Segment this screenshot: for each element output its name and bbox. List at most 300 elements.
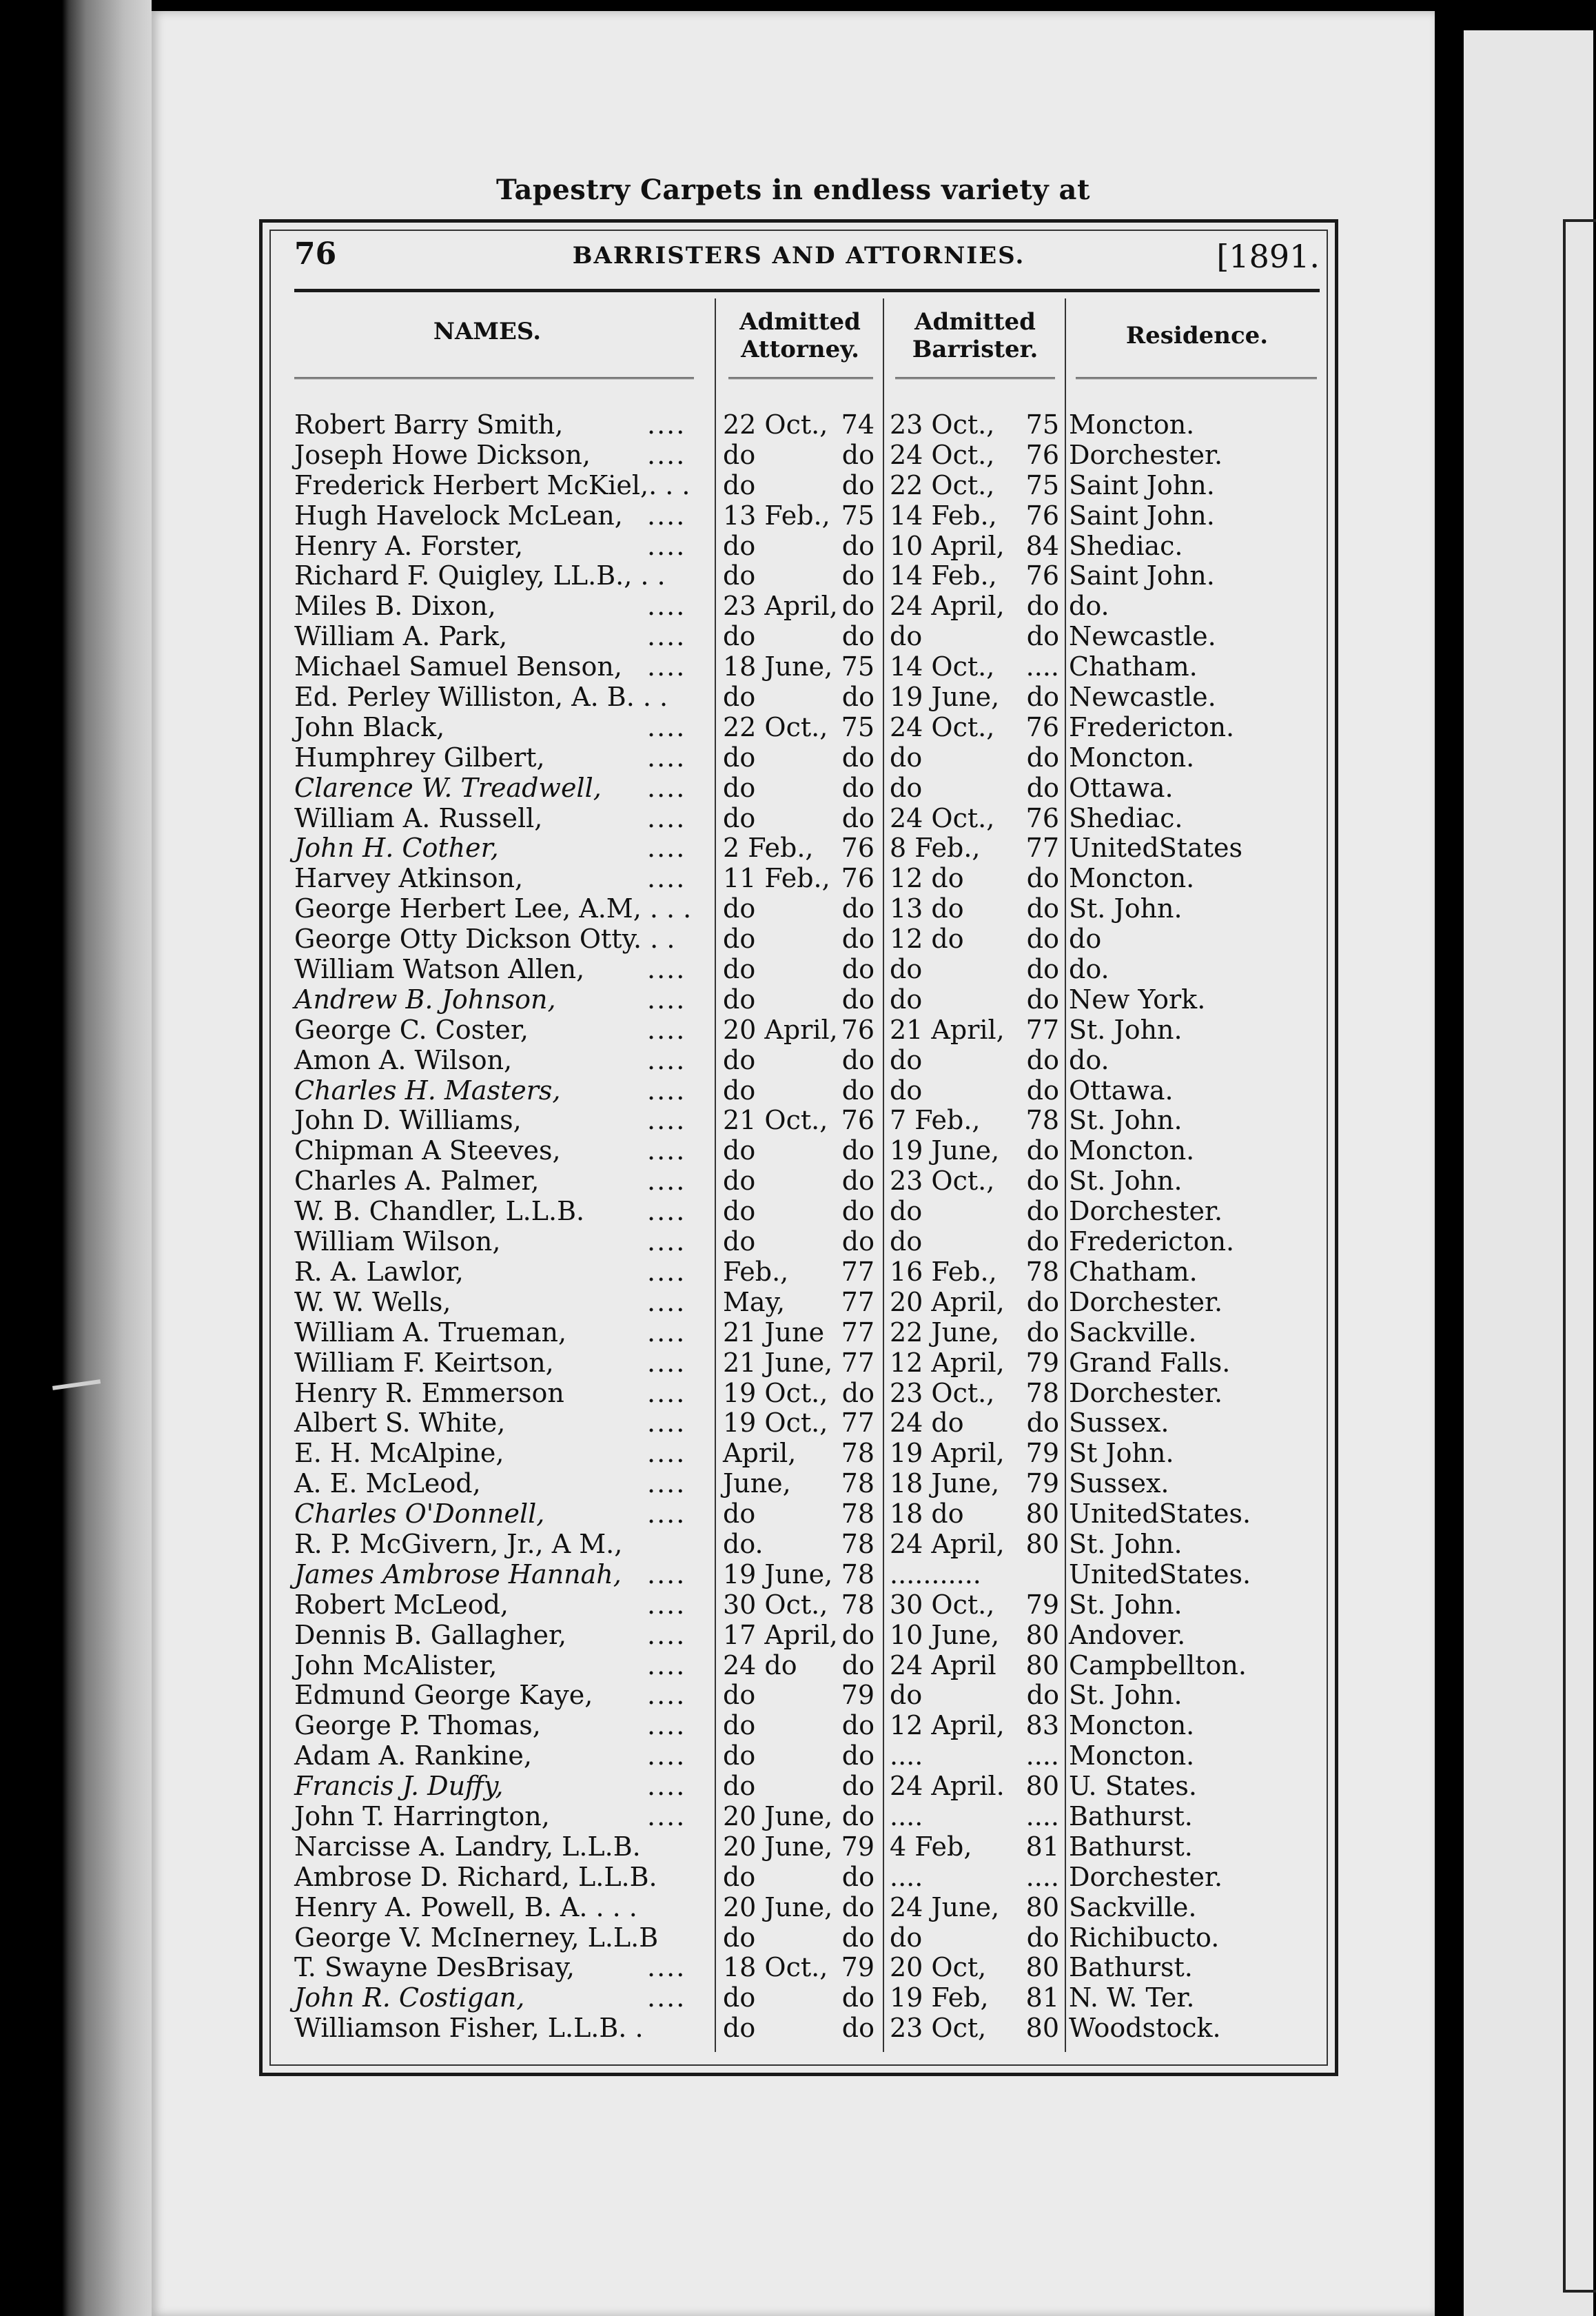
attorney-year-cell: 75: [841, 711, 874, 742]
attorney-year-cell: 77: [841, 1256, 874, 1287]
attorney-name-cell: Clarence W. Treadwell,: [294, 772, 602, 803]
attorney-year-cell: do: [841, 772, 874, 803]
residence-cell: N. W. Ter.: [1069, 1982, 1195, 2013]
barrister-year-cell: do: [1026, 1922, 1059, 1953]
barrister-year-cell: 80: [1025, 1619, 1059, 1650]
attorney-year-cell: do: [841, 802, 874, 833]
leader-dots: ....: [647, 591, 686, 622]
residence-cell: Grand Falls.: [1069, 1347, 1231, 1378]
attorney-year-cell: do: [841, 1619, 874, 1650]
residence-cell: do.: [1069, 591, 1109, 622]
barrister-year-cell: do: [1026, 1075, 1059, 1106]
barrister-date-cell: 19 June,: [890, 682, 1000, 713]
attorney-name-cell: Robert Barry Smith,: [294, 409, 564, 440]
page-title: BARRISTERS AND ATTORNIES.: [572, 242, 1025, 270]
table-row: [263, 1106, 1335, 1136]
attorney-date-cell: 19 Oct.,: [723, 1408, 828, 1439]
barrister-year-cell: 75: [1025, 409, 1059, 440]
page-number: 76: [294, 236, 337, 272]
attorney-year-cell: do: [841, 439, 874, 470]
header-rule: [294, 289, 1320, 292]
attorney-date-cell: 22 Oct.,: [723, 711, 828, 742]
attorney-name-cell: William Wilson,: [294, 1226, 501, 1257]
attorney-date-cell: do: [723, 1740, 756, 1771]
attorney-name-cell: Francis J. Duffy,: [294, 1771, 504, 1802]
barrister-year-cell: do: [1026, 1680, 1059, 1711]
table-row: [263, 1318, 1335, 1348]
barrister-date-cell: 12 April,: [890, 1347, 1005, 1378]
leader-dots: ....: [647, 1408, 686, 1439]
barrister-year-cell: do: [1026, 1286, 1059, 1317]
barrister-date-cell: do: [890, 1680, 923, 1711]
attorney-date-cell: 23 April,: [723, 591, 838, 622]
barrister-year-cell: do: [1026, 1317, 1059, 1348]
barrister-date-cell: ....: [890, 1861, 923, 1892]
attorney-year-cell: do: [841, 469, 874, 500]
facing-page-frame: [1563, 219, 1596, 2293]
leader-dots: ....: [647, 742, 686, 773]
attorney-date-cell: Feb.,: [723, 1256, 789, 1287]
attorney-year-cell: 76: [841, 863, 874, 894]
residence-cell: Newcastle.: [1069, 621, 1216, 652]
residence-cell: Moncton.: [1069, 742, 1195, 773]
barrister-date-cell: 23 Oct.,: [890, 1377, 995, 1408]
table-row: [263, 531, 1335, 562]
attorney-year-cell: do: [841, 1196, 874, 1227]
barrister-date-cell: 10 June,: [890, 1619, 1000, 1650]
attorney-name-cell: Miles B. Dixon,: [294, 591, 496, 622]
table-row: [263, 1651, 1335, 1681]
barrister-date-cell: 14 Oct.,: [890, 651, 995, 682]
page-year: [1891.: [1216, 238, 1320, 275]
leader-dots: ....: [647, 1800, 686, 1831]
table-row: [263, 1741, 1335, 1771]
barrister-year-cell: 76: [1025, 560, 1059, 591]
barrister-date-cell: do: [890, 984, 923, 1015]
leader-dots: ....: [647, 833, 686, 864]
residence-cell: St. John.: [1069, 1105, 1183, 1136]
table-row: [263, 1076, 1335, 1106]
table-row: [263, 1983, 1335, 2013]
attorney-year-cell: do: [841, 893, 874, 924]
barrister-date-cell: do: [890, 1044, 923, 1075]
attorney-name-cell: John D. Williams,: [294, 1105, 522, 1136]
attorney-date-cell: 20 June,: [723, 1891, 833, 1922]
residence-cell: Dorchester.: [1069, 1377, 1223, 1408]
residence-cell: Dorchester.: [1069, 1196, 1223, 1227]
attorney-year-cell: 78: [841, 1468, 874, 1499]
barrister-date-cell: 22 Oct.,: [890, 469, 995, 500]
residence-cell: St. John.: [1069, 1528, 1183, 1559]
barrister-year-cell: 79: [1025, 1468, 1059, 1499]
table-row: [263, 1439, 1335, 1469]
attorney-name-cell: Narcisse A. Landry, L.L.B.: [294, 1831, 641, 1862]
attorney-year-cell: 78: [841, 1558, 874, 1589]
attorney-name-cell: Dennis B. Gallagher,: [294, 1619, 567, 1650]
residence-cell: do.: [1069, 1044, 1109, 1075]
residence-cell: St John.: [1069, 1438, 1174, 1469]
header-underline: [294, 377, 694, 379]
leader-dots: ....: [647, 1226, 686, 1257]
attorney-name-cell: Ambrose D. Richard, L.L.B.: [294, 1861, 657, 1892]
table-row: [263, 894, 1335, 924]
attorney-date-cell: do: [723, 1982, 756, 2013]
barrister-year-cell: do: [1026, 893, 1059, 924]
attorney-name-cell: William A. Park,: [294, 621, 508, 652]
attorney-name-cell: William A. Trueman,: [294, 1317, 567, 1348]
attorney-date-cell: 13 Feb.,: [723, 500, 830, 531]
attorney-date-cell: do: [723, 1680, 756, 1711]
barrister-year-cell: ....: [1025, 651, 1059, 682]
barrister-year-cell: 76: [1025, 439, 1059, 470]
barrister-date-cell: do: [890, 742, 923, 773]
table-row: [263, 1590, 1335, 1621]
barrister-year-cell: 78: [1025, 1105, 1059, 1136]
attorney-date-cell: do: [723, 1196, 756, 1227]
barrister-date-cell: 14 Feb.,: [890, 560, 997, 591]
column-header-attorney-line1: Admitted: [739, 308, 861, 336]
table-row: [263, 1893, 1335, 1923]
residence-cell: Shediac.: [1069, 530, 1183, 561]
leader-dots: ....: [647, 1619, 686, 1650]
leader-dots: ....: [647, 1044, 686, 1075]
leader-dots: ....: [647, 1952, 686, 1983]
attorney-year-cell: 78: [841, 1589, 874, 1620]
attorney-date-cell: do: [723, 1771, 756, 1802]
barrister-year-cell: 76: [1025, 802, 1059, 833]
attorney-year-cell: 79: [841, 1680, 874, 1711]
barrister-year-cell: do: [1026, 863, 1059, 894]
attorney-date-cell: April,: [723, 1438, 797, 1469]
attorney-name-cell: Frederick Herbert McKiel,. . .: [294, 469, 690, 500]
table-row: [263, 591, 1335, 622]
attorney-name-cell: Albert S. White,: [294, 1408, 506, 1439]
barrister-date-cell: 24 April,: [890, 1528, 1005, 1559]
attorney-name-cell: Humphrey Gilbert,: [294, 742, 545, 773]
attorney-name-cell: Henry R. Emmerson: [294, 1377, 564, 1408]
barrister-date-cell: 12 do: [890, 924, 964, 955]
table-row: [263, 743, 1335, 773]
barrister-date-cell: 13 do: [890, 893, 964, 924]
table-row: [263, 804, 1335, 834]
barrister-year-cell: 80: [1025, 2013, 1059, 2044]
barrister-year-cell: 79: [1025, 1589, 1059, 1620]
attorney-date-cell: do.: [723, 1528, 764, 1559]
attorney-year-cell: do: [841, 1166, 874, 1197]
table-row: [263, 1832, 1335, 1862]
attorney-date-cell: do: [723, 469, 756, 500]
residence-cell: UnitedStates: [1069, 833, 1242, 864]
leader-dots: ....: [647, 1710, 686, 1741]
attorney-name-cell: Ed. Perley Williston, A. B. . .: [294, 682, 668, 713]
table-row: [263, 1136, 1335, 1166]
barrister-year-cell: ....: [1025, 1740, 1059, 1771]
attorney-date-cell: do: [723, 439, 756, 470]
attorney-name-cell: Harvey Atkinson,: [294, 863, 524, 894]
leader-dots: ....: [647, 1589, 686, 1620]
attorney-name-cell: Amon A. Wilson,: [294, 1044, 513, 1075]
leader-dots: ....: [647, 1166, 686, 1197]
table-row: [263, 1469, 1335, 1499]
barrister-year-cell: do: [1026, 1135, 1059, 1166]
barrister-year-cell: 80: [1025, 1891, 1059, 1922]
attorney-year-cell: do: [841, 591, 874, 622]
attorney-name-cell: R. P. McGivern, Jr., A M.,: [294, 1528, 623, 1559]
attorney-year-cell: 79: [841, 1952, 874, 1983]
attorney-date-cell: do: [723, 2013, 756, 2044]
attorney-name-cell: W. W. Wells,: [294, 1286, 451, 1317]
residence-cell: Moncton.: [1069, 1710, 1195, 1741]
attorney-date-cell: do: [723, 1166, 756, 1197]
barrister-date-cell: 24 April.: [890, 1771, 1005, 1802]
residence-cell: Saint John.: [1069, 500, 1215, 531]
barrister-year-cell: 83: [1025, 1710, 1059, 1741]
leader-dots: ....: [647, 772, 686, 803]
attorney-year-cell: 76: [841, 833, 874, 864]
table-row: [263, 561, 1335, 591]
attorney-year-cell: do: [841, 1135, 874, 1166]
attorney-name-cell: George Otty Dickson Otty. . .: [294, 924, 675, 955]
attorney-date-cell: do: [723, 802, 756, 833]
table-row: [263, 622, 1335, 652]
barrister-date-cell: 10 April,: [890, 530, 1005, 561]
attorney-date-cell: 20 June,: [723, 1800, 833, 1831]
attorney-name-cell: Charles A. Palmer,: [294, 1166, 540, 1197]
table-row: [263, 1197, 1335, 1227]
barrister-date-cell: 14 Feb.,: [890, 500, 997, 531]
barrister-year-cell: do: [1026, 954, 1059, 985]
attorney-date-cell: do: [723, 530, 756, 561]
attorney-date-cell: 20 April,: [723, 1014, 838, 1045]
table-row: [263, 1015, 1335, 1046]
residence-cell: Chatham.: [1069, 1256, 1198, 1287]
barrister-date-cell: 23 Oct,: [890, 2013, 987, 2044]
attorney-name-cell: Charles O'Donnell,: [294, 1499, 545, 1530]
attorney-date-cell: 21 June: [723, 1317, 825, 1348]
residence-cell: Dorchester.: [1069, 1861, 1223, 1892]
attorney-name-cell: George P. Thomas,: [294, 1710, 541, 1741]
barrister-year-cell: ....: [1025, 1861, 1059, 1892]
residence-cell: Sussex.: [1069, 1468, 1169, 1499]
attorney-date-cell: do: [723, 682, 756, 713]
attorney-date-cell: do: [723, 893, 756, 924]
attorney-year-cell: do: [841, 682, 874, 713]
attorney-date-cell: do: [723, 984, 756, 1015]
barrister-date-cell: do: [890, 1922, 923, 1953]
leader-dots: ....: [647, 711, 686, 742]
barrister-year-cell: do: [1026, 1044, 1059, 1075]
table-row: [263, 1862, 1335, 1893]
attorney-name-cell: Adam A. Rankine,: [294, 1740, 532, 1771]
barrister-year-cell: 80: [1025, 1771, 1059, 1802]
attorney-year-cell: do: [841, 924, 874, 955]
table-row: [263, 1953, 1335, 1983]
attorney-year-cell: do: [841, 530, 874, 561]
barrister-year-cell: do: [1026, 742, 1059, 773]
residence-cell: Andover.: [1069, 1619, 1186, 1650]
attorney-date-cell: do: [723, 1861, 756, 1892]
attorney-date-cell: do: [723, 1226, 756, 1257]
attorney-year-cell: 78: [841, 1499, 874, 1530]
barrister-date-cell: 22 June,: [890, 1317, 1000, 1348]
table-body: [263, 410, 1335, 2044]
residence-cell: UnitedStates.: [1069, 1499, 1251, 1530]
leader-dots: ....: [647, 1135, 686, 1166]
attorney-year-cell: 77: [841, 1317, 874, 1348]
leader-dots: ....: [647, 802, 686, 833]
attorney-date-cell: 19 Oct.,: [723, 1377, 828, 1408]
attorney-year-cell: 74: [841, 409, 874, 440]
attorney-year-cell: 79: [841, 1831, 874, 1862]
attorney-name-cell: John T. Harrington,: [294, 1800, 550, 1831]
table-row: [263, 1257, 1335, 1288]
table-row: [263, 1408, 1335, 1439]
residence-cell: St. John.: [1069, 1014, 1183, 1045]
residence-cell: UnitedStates.: [1069, 1558, 1251, 1589]
leader-dots: ....: [647, 500, 686, 531]
attorney-name-cell: Joseph Howe Dickson,: [294, 439, 591, 470]
attorney-date-cell: 21 Oct.,: [723, 1105, 828, 1136]
residence-cell: Dorchester.: [1069, 439, 1223, 470]
barrister-year-cell: 80: [1025, 1499, 1059, 1530]
barrister-year-cell: 80: [1025, 1952, 1059, 1983]
table-row: [263, 652, 1335, 682]
advertisement-line: Tapestry Carpets in endless variety at: [496, 174, 1090, 206]
attorney-year-cell: 75: [841, 500, 874, 531]
header-underline: [1076, 377, 1317, 379]
barrister-year-cell: 76: [1025, 500, 1059, 531]
leader-dots: ....: [647, 1558, 686, 1589]
leader-dots: ....: [647, 1740, 686, 1771]
attorney-date-cell: do: [723, 1710, 756, 1741]
attorney-name-cell: Robert McLeod,: [294, 1589, 509, 1620]
barrister-year-cell: do: [1026, 621, 1059, 652]
barrister-date-cell: 4 Feb,: [890, 1831, 972, 1862]
residence-cell: St. John.: [1069, 1166, 1183, 1197]
barrister-date-cell: ...........: [890, 1558, 981, 1589]
barrister-date-cell: 20 April,: [890, 1286, 1005, 1317]
barrister-year-cell: 80: [1025, 1649, 1059, 1680]
residence-cell: Chatham.: [1069, 651, 1198, 682]
table-row: [263, 1680, 1335, 1711]
residence-cell: Campbellton.: [1069, 1649, 1247, 1680]
attorney-date-cell: 30 Oct.,: [723, 1589, 828, 1620]
attorney-year-cell: 78: [841, 1528, 874, 1559]
attorney-year-cell: 75: [841, 651, 874, 682]
attorney-name-cell: W. B. Chandler, L.L.B.: [294, 1196, 585, 1227]
attorney-date-cell: do: [723, 742, 756, 773]
attorney-year-cell: do: [841, 1740, 874, 1771]
barrister-date-cell: do: [890, 954, 923, 985]
barrister-date-cell: do: [890, 621, 923, 652]
leader-dots: ....: [647, 651, 686, 682]
residence-cell: St. John.: [1069, 893, 1183, 924]
column-header-names: NAMES.: [433, 318, 542, 345]
barrister-date-cell: 21 April,: [890, 1014, 1005, 1045]
leader-dots: ....: [647, 1680, 686, 1711]
attorney-name-cell: George C. Coster,: [294, 1014, 529, 1045]
leader-dots: ....: [647, 1377, 686, 1408]
attorney-year-cell: do: [841, 1649, 874, 1680]
table-row: [263, 955, 1335, 985]
table-row: [263, 1802, 1335, 1832]
attorney-year-cell: do: [841, 1710, 874, 1741]
table-row: [263, 1166, 1335, 1197]
attorney-name-cell: Andrew B. Johnson,: [294, 984, 556, 1015]
barrister-date-cell: 24 June,: [890, 1891, 1000, 1922]
leader-dots: ....: [647, 1438, 686, 1469]
attorney-year-cell: do: [841, 1771, 874, 1802]
attorney-date-cell: do: [723, 954, 756, 985]
barrister-year-cell: 80: [1025, 1528, 1059, 1559]
attorney-date-cell: do: [723, 1075, 756, 1106]
leader-dots: ....: [647, 1196, 686, 1227]
attorney-year-cell: do: [841, 1226, 874, 1257]
leader-dots: ....: [647, 1771, 686, 1802]
attorney-date-cell: 20 June,: [723, 1831, 833, 1862]
barrister-year-cell: do: [1026, 1226, 1059, 1257]
residence-cell: Woodstock.: [1069, 2013, 1221, 2044]
leader-dots: ....: [647, 1075, 686, 1106]
attorney-date-cell: 19 June,: [723, 1558, 833, 1589]
residence-cell: Moncton.: [1069, 863, 1195, 894]
attorney-year-cell: do: [841, 1377, 874, 1408]
attorney-name-cell: John H. Cother,: [294, 833, 499, 864]
attorney-name-cell: A. E. McLeod,: [294, 1468, 481, 1499]
column-header-attorney: [717, 308, 883, 363]
attorney-name-cell: George V. McInerney, L.L.B: [294, 1922, 659, 1953]
barrister-year-cell: 81: [1025, 1831, 1059, 1862]
table-row: [263, 1499, 1335, 1530]
barrister-year-cell: 79: [1025, 1438, 1059, 1469]
table-row: [263, 773, 1335, 804]
residence-cell: St. John.: [1069, 1589, 1183, 1620]
table-row: [263, 713, 1335, 743]
attorney-date-cell: do: [723, 1922, 756, 1953]
barrister-date-cell: 18 June,: [890, 1468, 1000, 1499]
residence-cell: Sussex.: [1069, 1408, 1169, 1439]
attorney-date-cell: June,: [723, 1468, 791, 1499]
attorney-date-cell: do: [723, 621, 756, 652]
attorney-date-cell: 17 April,: [723, 1619, 838, 1650]
attorney-name-cell: Chipman A Steeves,: [294, 1135, 561, 1166]
attorney-date-cell: 24 do: [723, 1649, 797, 1680]
barrister-date-cell: do: [890, 1196, 923, 1227]
column-header-barrister-line2: Barrister.: [912, 336, 1039, 363]
attorney-date-cell: do: [723, 1044, 756, 1075]
residence-cell: Richibucto.: [1069, 1922, 1220, 1953]
table-row: [263, 1379, 1335, 1409]
table-row: [263, 410, 1335, 440]
attorney-date-cell: 18 June,: [723, 651, 833, 682]
residence-cell: U. States.: [1069, 1771, 1197, 1802]
table-row: [263, 1046, 1335, 1076]
barrister-date-cell: 24 do: [890, 1408, 964, 1439]
barrister-year-cell: 84: [1025, 530, 1059, 561]
attorney-year-cell: do: [841, 954, 874, 985]
table-row: [263, 1227, 1335, 1257]
barrister-year-cell: 81: [1025, 1982, 1059, 2013]
barrister-date-cell: 18 do: [890, 1499, 964, 1530]
barrister-date-cell: 24 Oct.,: [890, 711, 995, 742]
table-row: [263, 1771, 1335, 1802]
residence-cell: Bathurst.: [1069, 1952, 1193, 1983]
leader-dots: ....: [647, 1256, 686, 1287]
barrister-date-cell: 24 April,: [890, 591, 1005, 622]
attorney-year-cell: 77: [841, 1408, 874, 1439]
residence-cell: Ottawa.: [1069, 772, 1174, 803]
table-row: [263, 440, 1335, 471]
